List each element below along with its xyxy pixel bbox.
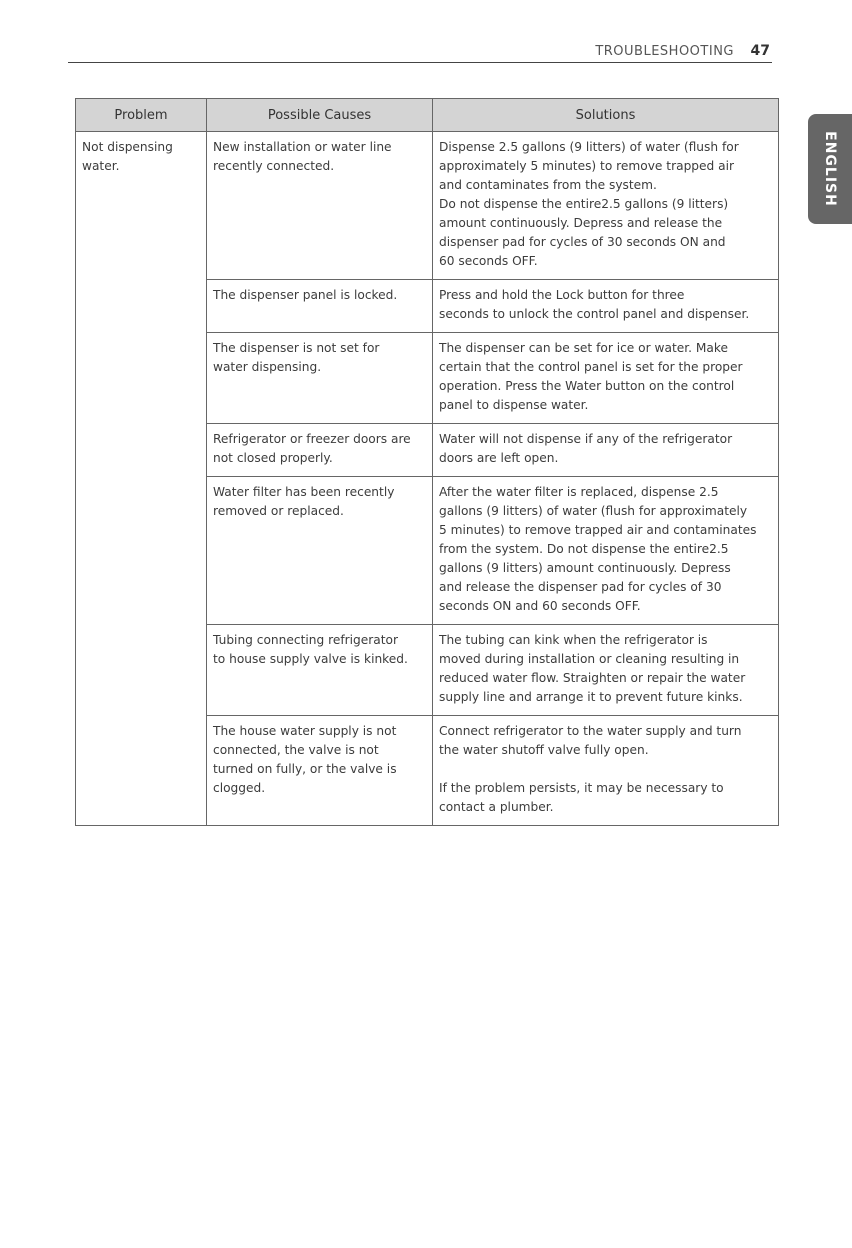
cause-cell: Tubing connecting refrigerator to house supply valve is kinked. [207, 625, 433, 716]
column-header-solutions: Solutions [433, 99, 779, 132]
troubleshooting-table [75, 98, 779, 826]
solution-cell: The dispenser can be set for ice or water. Make certain that the control panel is set for the proper operation. Press the Water button on the control panel to dispense water. [433, 333, 779, 424]
cause-cell: The house water supply is not connected, the valve is not turned on fully, or the valve is clogged. [207, 716, 433, 826]
section-title: TROUBLESHOOTING [595, 44, 734, 59]
cause-cell: Refrigerator or freezer doors are not closed properly. [207, 424, 433, 477]
solution-cell: After the water filter is replaced, dispense 2.5 gallons (9 litters) of water (flush for approximately 5 minutes) to remove trapped air and contaminates from the system. Do not dispense the entire2.5 gallons (9 litters) amount continuously. Depress and release the dispenser pad for cycles of 30 seconds ON and 60 seconds OFF. [433, 477, 779, 625]
page-number: 47 [750, 43, 770, 59]
cause-cell: Water filter has been recently removed or replaced. [207, 477, 433, 625]
language-label: ENGLISH [822, 131, 838, 207]
cause-cell: The dispenser is not set for water dispensing. [207, 333, 433, 424]
solution-cell: Connect refrigerator to the water supply and turn the water shutoff valve fully open. If the problem persists, it may be necessary to contact a plumber. [433, 716, 779, 826]
page-header [68, 40, 772, 63]
table-row [76, 132, 779, 280]
language-tab [808, 114, 852, 224]
solution-cell: Press and hold the Lock button for three seconds to unlock the control panel and dispenser. [433, 280, 779, 333]
cause-cell: New installation or water line recently connected. [207, 132, 433, 280]
table-header-row [76, 99, 779, 132]
problem-cell: Not dispensing water. [76, 132, 207, 826]
column-header-problem: Problem [76, 99, 207, 132]
cause-cell: The dispenser panel is locked. [207, 280, 433, 333]
solution-cell: Water will not dispense if any of the refrigerator doors are left open. [433, 424, 779, 477]
solution-cell: Dispense 2.5 gallons (9 litters) of water (flush for approximately 5 minutes) to remove trapped air and contaminates from the system. Do not dispense the entire2.5 gallons (9 litters) amount continuously. Depress and release the dispenser pad for cycles of 30 seconds ON and 60 seconds OFF. [433, 132, 779, 280]
solution-cell: The tubing can kink when the refrigerator is moved during installation or cleaning resulting in reduced water flow. Straighten or repair the water supply line and arrange it to prevent future kinks. [433, 625, 779, 716]
column-header-causes: Possible Causes [207, 99, 433, 132]
